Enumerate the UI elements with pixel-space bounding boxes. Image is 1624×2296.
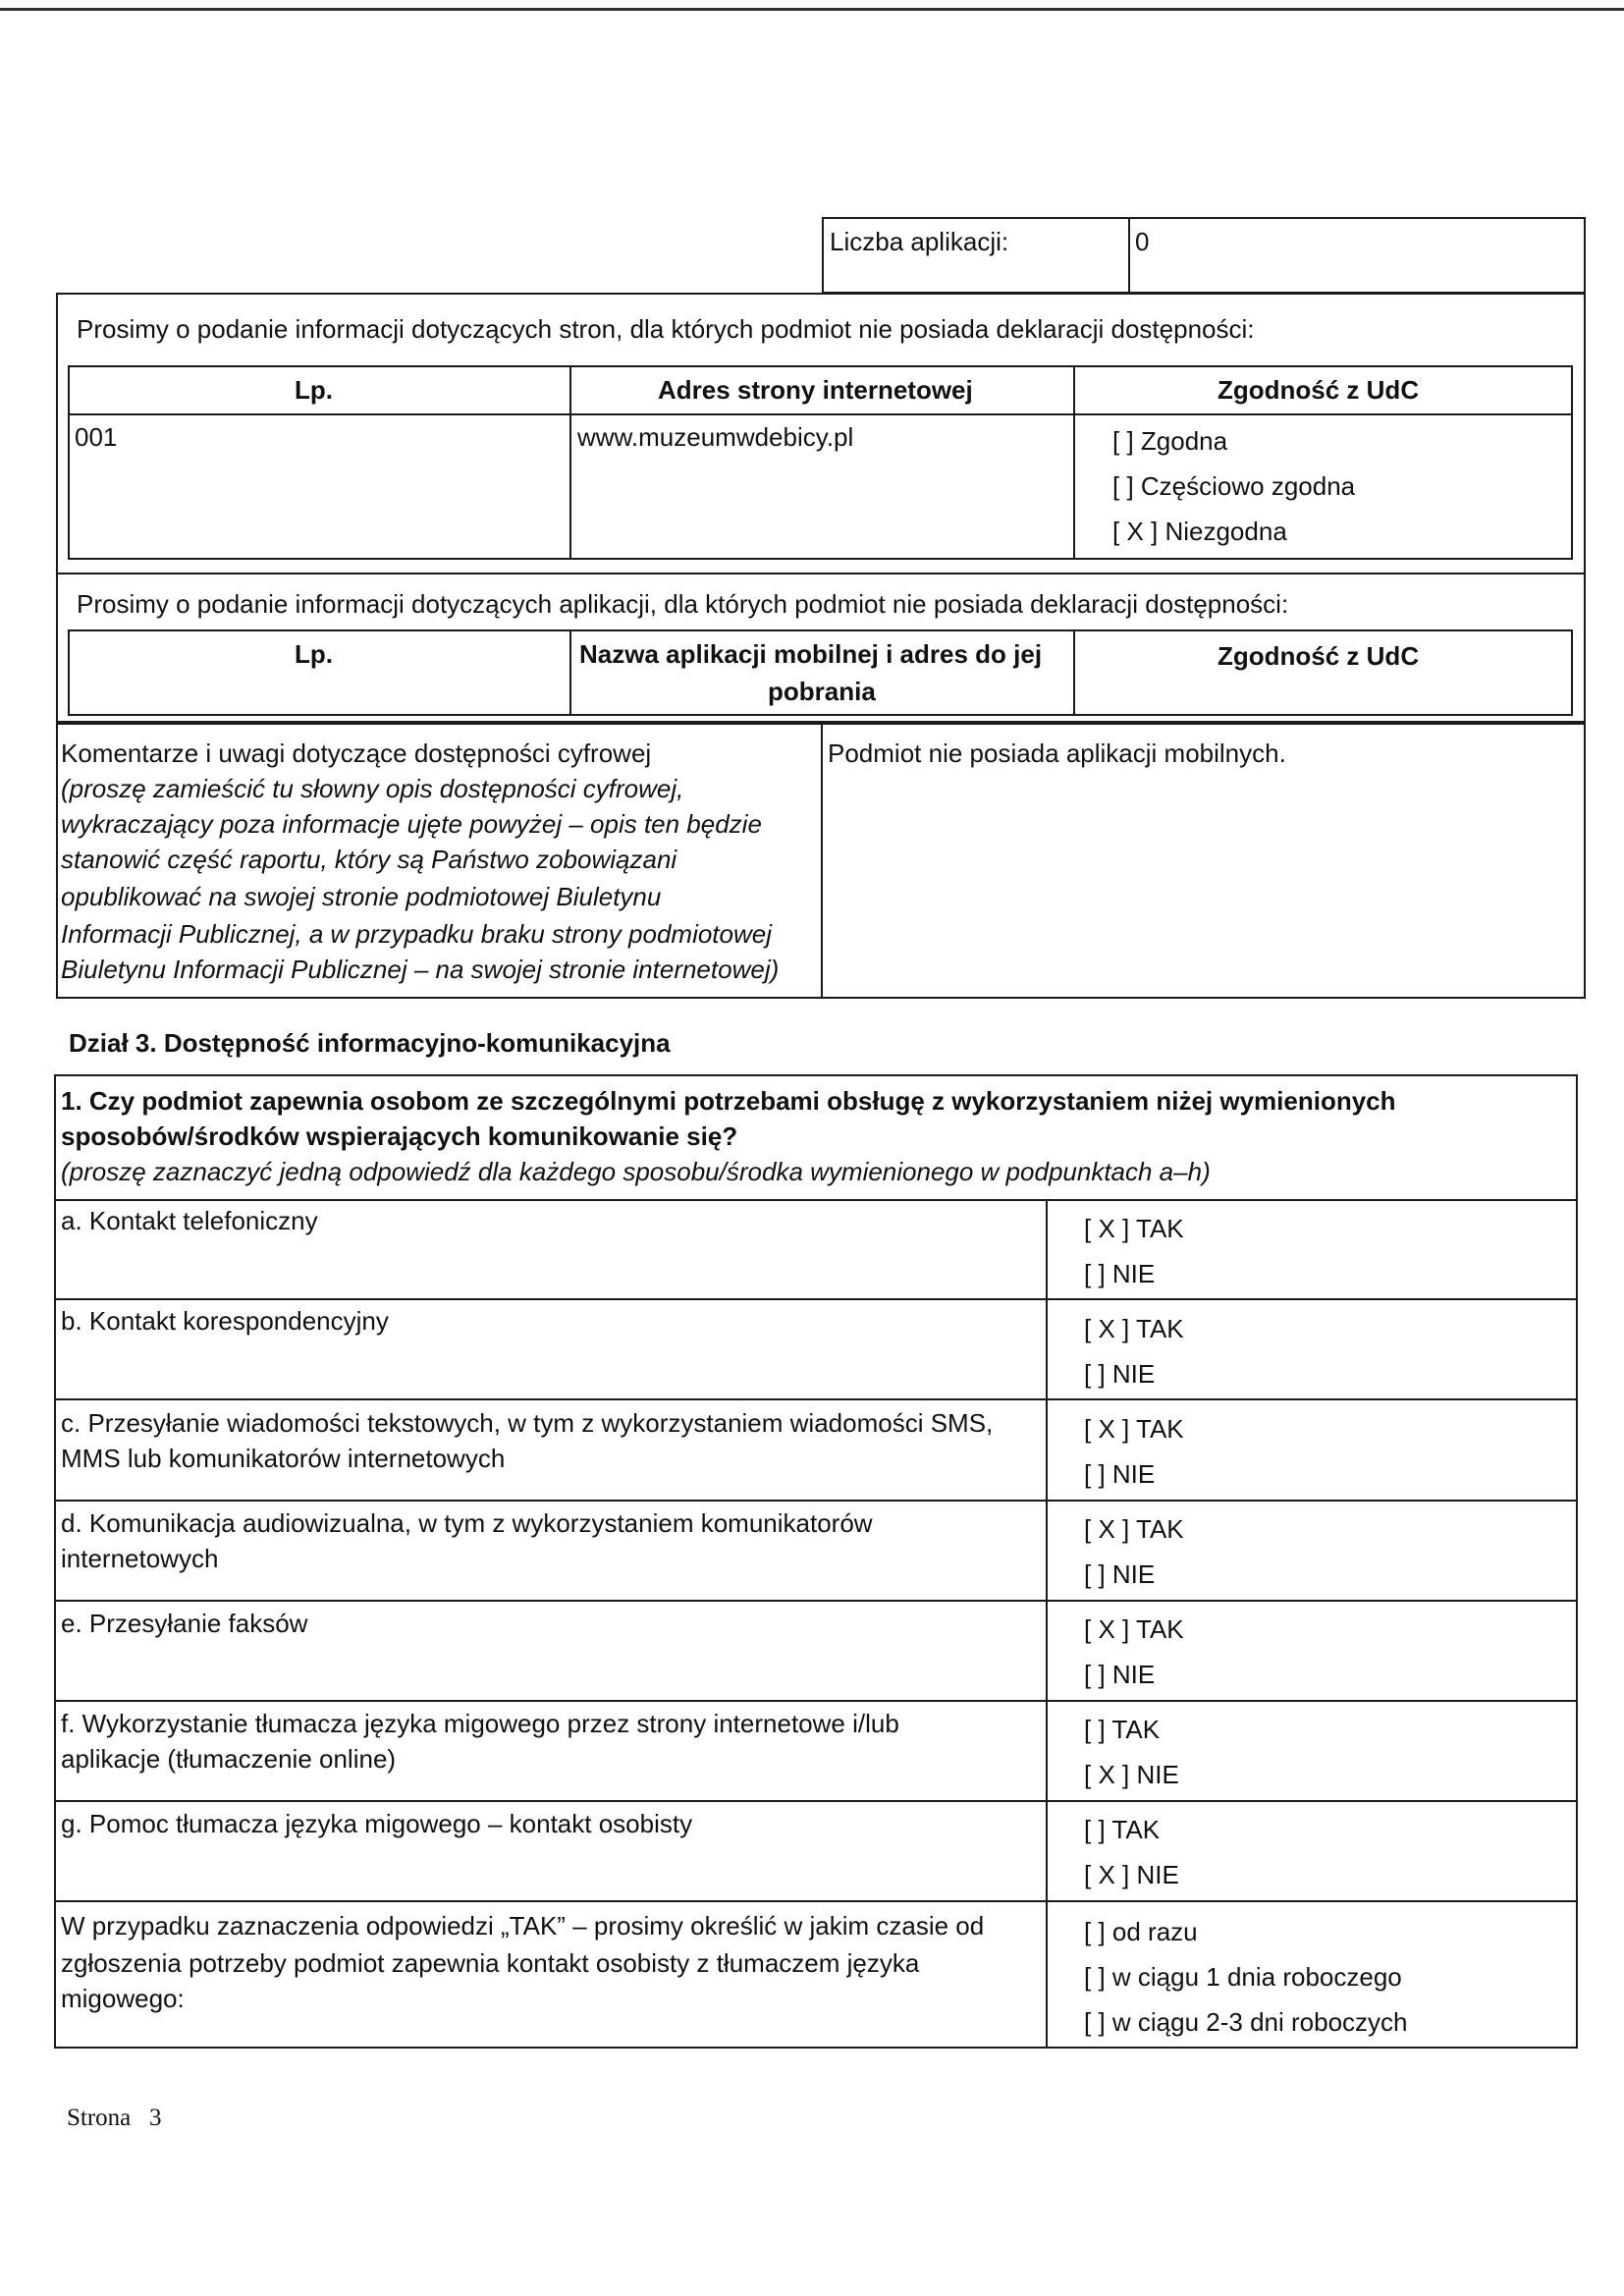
q1-note: (proszę zaznaczyć jedną odpowiedź dla każdego sposobu/środka wymienionego w podpunktach a–h)	[61, 1157, 1211, 1186]
q1-item-c-tak[interactable]: [ X ] TAK	[1084, 1414, 1184, 1444]
q1-item-f-nie[interactable]: [ X ] NIE	[1084, 1760, 1179, 1789]
q1-item-c-label-1: c. Przesyłanie wiadomości tekstowych, w tym z wykorzystaniem wiadomości SMS,	[61, 1408, 994, 1438]
websites-table-header-line	[68, 413, 1573, 415]
compliance-option-zgodna[interactable]: [ ] Zgodna	[1112, 426, 1228, 456]
followup-option-od-razu[interactable]: [ ] od razu	[1084, 1917, 1198, 1946]
websites-table-col2	[1073, 365, 1075, 560]
q1-row-sep-d	[54, 1500, 1578, 1502]
q1-row-sep-b	[54, 1298, 1578, 1300]
q1-row-sep-e	[54, 1600, 1578, 1602]
q1-item-e-label: e. Przesyłanie faksów	[61, 1609, 308, 1638]
q1-item-e-tak[interactable]: [ X ] TAK	[1084, 1614, 1184, 1644]
comments-value[interactable]: Podmiot nie posiada aplikacji mobilnych.	[828, 738, 1286, 768]
comments-divider	[821, 723, 823, 999]
comments-hint-4: opublikować na swojej stronie podmiotowej Biuletynu	[61, 882, 662, 911]
q1-item-a-label: a. Kontakt telefoniczny	[61, 1206, 318, 1235]
q1-followup-line3: migowego:	[61, 1984, 185, 2013]
apps-section-heading: Prosimy o podanie informacji dotyczących aplikacji, dla których podmiot nie posiada deklaracji dostępności:	[77, 589, 1289, 619]
apps-count-value[interactable]: 0	[1135, 227, 1150, 256]
q1-item-b-nie[interactable]: [ ] NIE	[1084, 1359, 1156, 1389]
websites-row-address[interactable]: www.muzeumwdebicy.pl	[577, 422, 854, 452]
q1-item-d-nie[interactable]: [ ] NIE	[1084, 1559, 1156, 1589]
comments-hint-5: Informacji Publicznej, a w przypadku braku strony podmiotowej	[61, 919, 773, 949]
apps-col-name-line1: Nazwa aplikacji mobilnej i adres do jej	[579, 639, 1043, 669]
q1-item-d-tak[interactable]: [ X ] TAK	[1084, 1514, 1184, 1544]
page-number: Strona 3	[67, 2105, 162, 2131]
q1-row-sep-f	[54, 1700, 1578, 1702]
q1-item-e-nie[interactable]: [ ] NIE	[1084, 1660, 1156, 1689]
q1-item-b-label: b. Kontakt korespondencyjny	[61, 1306, 389, 1336]
q1-followup-line1: W przypadku zaznaczenia odpowiedzi „TAK” – prosimy określić w jakim czasie od	[61, 1911, 985, 1941]
comments-hint-2: wykraczający poza informacje ujęte powyżej – opis ten będzie	[61, 809, 762, 839]
q1-item-c-nie[interactable]: [ ] NIE	[1084, 1459, 1156, 1489]
q1-row-sep-a	[54, 1199, 1578, 1201]
apps-count-divider	[1128, 217, 1130, 294]
apps-section-separator	[56, 573, 1586, 574]
comments-hint-3: stanowić część raportu, który są Państwo zobowiązani	[61, 845, 677, 874]
comments-label: Komentarze i uwagi dotyczące dostępności cyfrowej	[61, 738, 652, 768]
apps-col-lp: Lp.	[295, 639, 333, 669]
q1-item-c-label-2: MMS lub komunikatorów internetowych	[61, 1444, 506, 1473]
q1-question-line2: sposobów/środków wspierających komunikowanie się?	[61, 1121, 738, 1151]
apps-table-col2	[1073, 629, 1075, 716]
compliance-option-niezgodna[interactable]: [ X ] Niezgodna	[1112, 517, 1287, 546]
q1-item-a-tak[interactable]: [ X ] TAK	[1084, 1214, 1184, 1243]
q1-item-f-tak[interactable]: [ ] TAK	[1084, 1715, 1161, 1744]
q1-item-g-nie[interactable]: [ X ] NIE	[1084, 1860, 1179, 1889]
q1-row-sep-c	[54, 1398, 1578, 1400]
websites-section-heading: Prosimy o podanie informacji dotyczących stron, dla których podmiot nie posiada deklaracji dostępności:	[77, 314, 1255, 344]
comments-hint-1: (proszę zamieścić tu słowny opis dostępności cyfrowej,	[61, 774, 684, 803]
apps-count-label: Liczba aplikacji:	[830, 227, 1009, 256]
q1-item-b-tak[interactable]: [ X ] TAK	[1084, 1314, 1184, 1343]
websites-col-compliance: Zgodność z UdC	[1218, 375, 1420, 405]
apps-table-col1	[569, 629, 571, 716]
q1-item-d-label-1: d. Komunikacja audiowizualna, w tym z wykorzystaniem komunikatorów	[61, 1508, 873, 1538]
websites-row-lp: 001	[75, 422, 118, 452]
q1-item-g-label: g. Pomoc tłumacza języka migowego – kontakt osobisty	[61, 1809, 693, 1838]
q1-answer-divider	[1046, 1199, 1048, 2049]
followup-option-1-dzien[interactable]: [ ] w ciągu 1 dnia roboczego	[1084, 1962, 1402, 1992]
apps-col-name-line2: pobrania	[768, 677, 876, 706]
scan-top-edge	[0, 8, 1624, 11]
q1-item-d-label-2: internetowych	[61, 1544, 219, 1573]
q1-followup-line2: zgłoszenia potrzeby podmiot zapewnia kontakt osobisty z tłumaczem języka	[61, 1948, 920, 1978]
q1-row-sep-g	[54, 1800, 1578, 1802]
q1-item-f-label-1: f. Wykorzystanie tłumacza języka migowego przez strony internetowe i/lub	[61, 1709, 899, 1738]
websites-col-lp: Lp.	[295, 375, 333, 405]
section3-title: Dział 3. Dostępność informacyjno-komunikacyjna	[69, 1028, 671, 1058]
websites-table-col1	[569, 365, 571, 560]
compliance-option-czesciowo[interactable]: [ ] Częściowo zgodna	[1112, 471, 1356, 501]
comments-hint-6: Biuletynu Informacji Publicznej – na swojej stronie internetowej)	[61, 955, 780, 984]
q1-row-sep-h	[54, 1900, 1578, 1902]
q1-item-f-label-2: aplikacje (tłumaczenie online)	[61, 1744, 397, 1774]
q1-item-g-tak[interactable]: [ ] TAK	[1084, 1815, 1161, 1844]
q1-item-a-nie[interactable]: [ ] NIE	[1084, 1259, 1156, 1288]
websites-col-address: Adres strony internetowej	[658, 375, 973, 405]
apps-col-compliance: Zgodność z UdC	[1218, 641, 1420, 671]
q1-question-line1: 1. Czy podmiot zapewnia osobom ze szczególnymi potrzebami obsługę z wykorzystaniem niżej wymienionych	[61, 1086, 1396, 1116]
followup-option-2-3-dni[interactable]: [ ] w ciągu 2-3 dni roboczych	[1084, 2007, 1408, 2037]
